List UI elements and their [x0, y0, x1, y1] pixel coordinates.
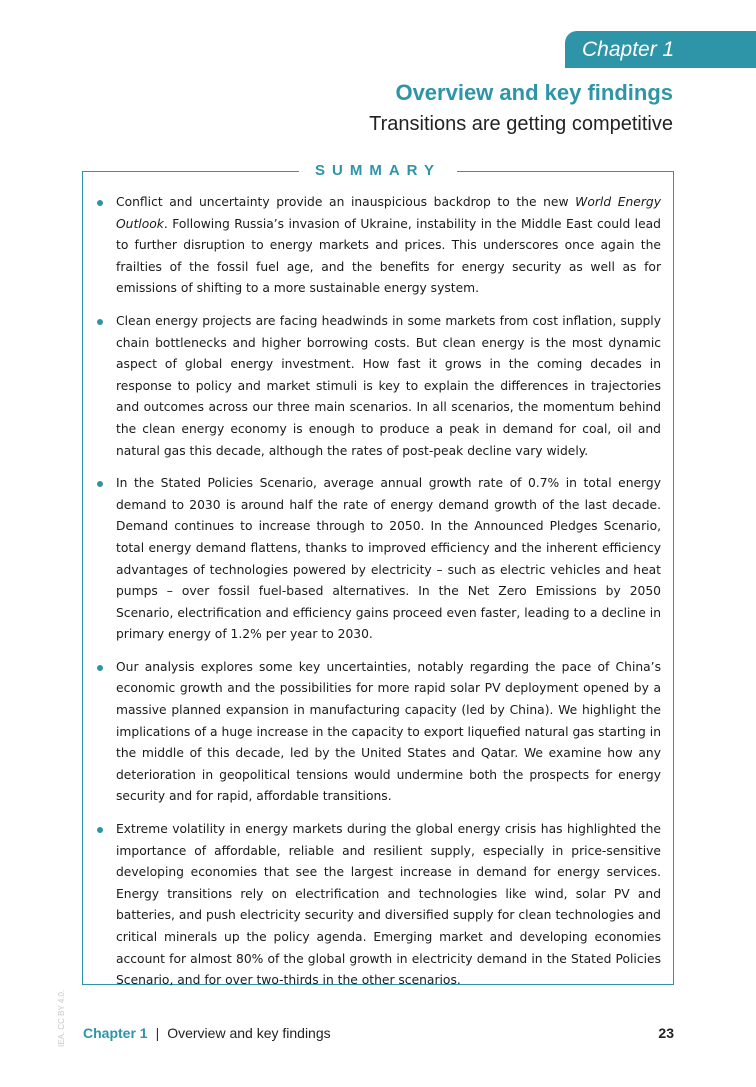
summary-bullet	[95, 819, 661, 992]
bullet-dot-icon	[97, 481, 103, 487]
bullet-text: In the Stated Policies Scenario, average annual growth rate of 0.7% in total energy demand to 2030 is around half the rate of energy demand growth of the last decade. Demand continues to increase through to 2050. In the Announced Pledges Scenario, total energy demand flattens, thanks to improved efficiency and the inherent efficiency advantages of technologies powered by electricity – such as electric vehicles and heat pumps – over fossil fuel-based alternatives. In the Net Zero Emissions by 2050 Scenario, electrification and efficiency gains proceed even faster, leading to a decline in primary energy of 1.2% per year to 2030.	[116, 476, 661, 642]
bullet-dot-icon	[97, 827, 103, 833]
summary-bullet-list	[95, 192, 661, 1003]
bullet-text: . Following Russia’s invasion of Ukraine, instability in the Middle East could lead to further disruption to energy markets and prices. This underscores once again the frailties of the fossil fuel age, and the benefits for energy security as well as for emissions of shifting to a more sustainable energy system.	[116, 216, 661, 296]
footer-title: Overview and key findings	[167, 1025, 331, 1041]
bullet-emphasis: World Energy Outlook	[116, 195, 662, 231]
bullet-text: Conflict and uncertainty provide an inauspicious backdrop to the new	[116, 195, 576, 209]
summary-bullet	[95, 657, 661, 808]
bullet-dot-icon	[97, 200, 103, 206]
summary-bullet	[95, 311, 661, 462]
bullet-text: Clean energy projects are facing headwinds in some markets from cost inflation, supply chain bottlenecks and higher borrowing costs. But clean energy is the most dynamic aspect of global energy investment. How fast it grows in the coming decades in response to policy and market stimuli is key to explain the differences in trajectories and outcomes across our three main scenarios. In all scenarios, the momentum behind the clean energy economy is enough to produce a peak in demand for coal, oil and natural gas this decade, although the rates of post-peak decline vary widely.	[116, 313, 661, 458]
page-title: Overview and key findings	[395, 80, 673, 105]
summary-bullet	[95, 192, 661, 300]
bullet-dot-icon	[97, 319, 103, 325]
footer-chapter: Chapter 1	[83, 1025, 148, 1041]
chapter-tab: Chapter 1	[565, 31, 756, 68]
page-subtitle: Transitions are getting competitive	[369, 113, 673, 135]
license-note: IEA. CC BY 4.0.	[57, 989, 66, 1047]
bullet-text: Our analysis explores some key uncertainties, notably regarding the pace of China’s economic growth and the possibilities for more rapid solar PV deployment opened by a massive planned expansion in manufacturing capacity (led by China). We highlight the implications of a huge increase in the capacity to export liquefied natural gas starting in the middle of this decade, led by the United States and Qatar. We examine how any deterioration in geopolitical tensions would undermine both the prospects for energy security and for rapid, affordable transitions.	[116, 659, 661, 804]
footer-separator: |	[155, 1025, 160, 1041]
bullet-text: Extreme volatility in energy markets during the global energy crisis has highlighted the importance of affordable, reliable and resilient supply, especially in price-sensitive developing economies that see the largest increase in demand for energy services. Energy transitions rely on electrification and technologies like wind, solar PV and batteries, and push electricity security and diversified supply for clean technologies and critical minerals up the policy agenda. Emerging market and developing economies account for almost 80% of the global growth in electricity demand in the Stated Policies Scenario, and for over two-thirds in the other scenarios.	[116, 822, 661, 988]
page-number: 23	[658, 1025, 674, 1041]
page-footer	[83, 1025, 674, 1043]
summary-bullet	[95, 473, 661, 646]
summary-label: SUMMARY	[299, 161, 457, 181]
bullet-dot-icon	[97, 665, 103, 671]
summary-box	[82, 162, 674, 988]
